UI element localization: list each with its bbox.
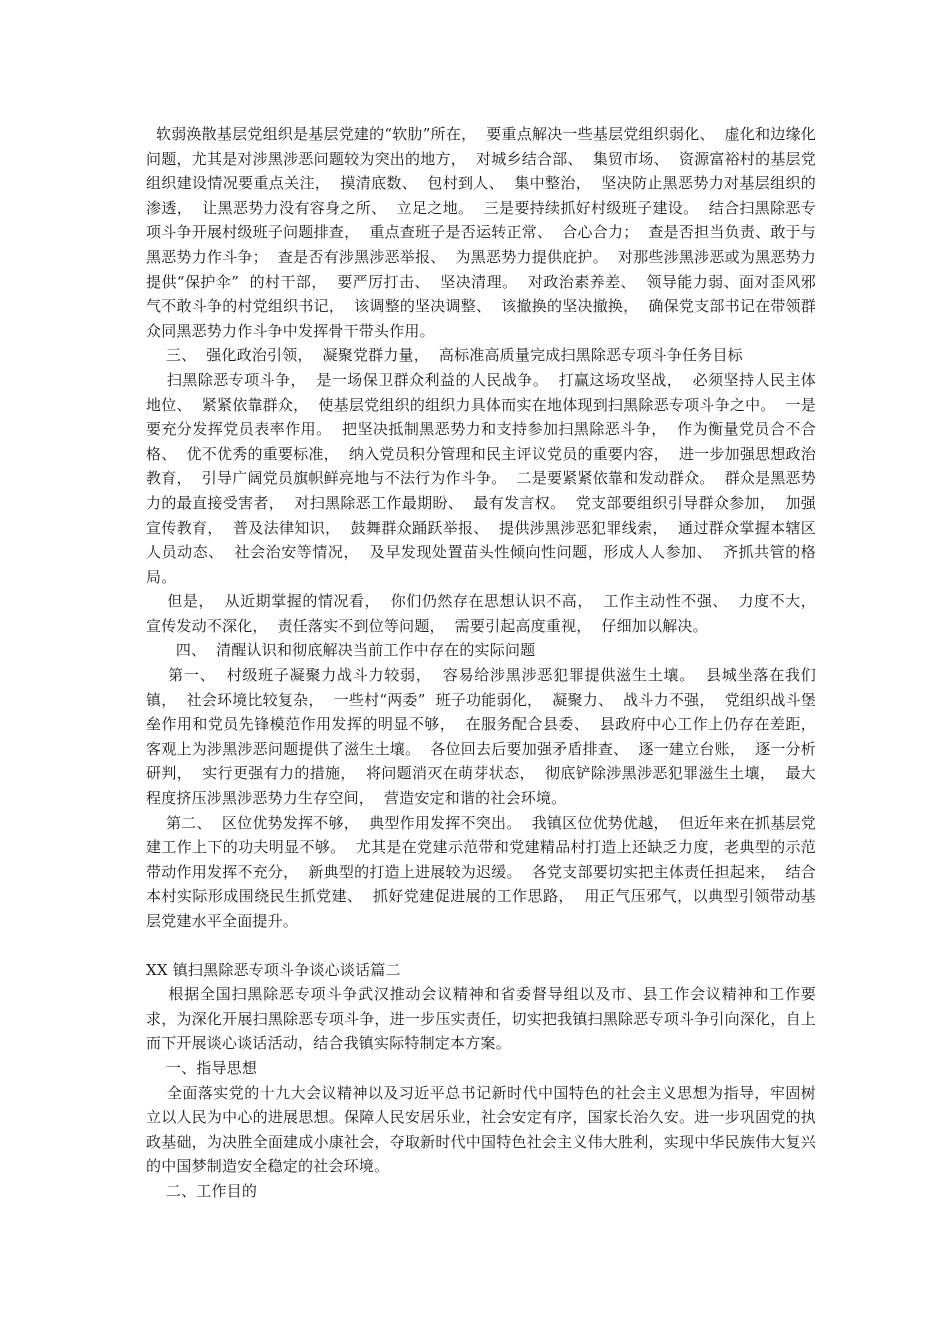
paragraph-first-point: 第一、 村级班子凝聚力战斗力较弱， 容易给涉黑涉恶犯罪提供滋生土壤。 县城坐落在我们镇， 社会环境比较复杂， 一些村“两委” 班子功能弱化， 凝聚力、 战斗力不强， 党组织战斗堡垒作用和党员先锋模范作用发挥的明显不够， 在服务配合县委、 县政府中心工作上仍存在差距， 客观上为涉黑涉恶问题提供了滋生土壤。 各位回去后要加强矛盾排查、 逐一建立台账， 逐一分析研判， 实行更强有力的措施， 将问题消灭在萌芽状态， 彻底铲除涉黑涉恶犯罪滋生土壤， 最大程度挤压涉黑涉恶势力生存空间， 营造安定和谐的社会环境。 [146,666,826,808]
paragraph-people-war: 扫黑除恶专项斗争， 是一场保卫群众利益的人民战争。 打赢这场攻坚战， 必须坚持人民主体地位、 紧紧依靠群众， 使基层党组织的组织力具体而实在地体现到扫黑除恶专项斗争之中。 一是要充分发挥党员表率作用。 把坚决抵制黑恶势力和支持参加扫黑除恶斗争， 作为衡量党员合不合格、 优不优秀的重要标准， 纳入党员积分管理和民主评议党员的重要内容， 进一步加强思想政治教育， 引导广阔党员旗帜鲜亮地与不法行为作斗争。 二是要紧紧依靠和发动群众。 群众是黑恶势力的最直接受害者， 对扫黑除恶工作最期盼、 最有发言权。 党支部要组织引导群众参加， 加强宣传教育， 普及法律知识， 鼓舞群众踊跃举报、 提供涉黑涉恶犯罪线索， 通过群众掌握本辖区人员动态、 社会治安等情况， 及早发现处置苗头性倾向性问题，形成人人参加、 齐抓共管的格局。 [146,370,817,586]
heading-guiding-thought: 一、指导思想 [146,1058,258,1077]
part-one [146,122,826,934]
heading-section-four: 四、 清醒认识和彻底解决当前工作中存在的实际问题 [146,641,536,660]
paragraph-problems: 但是， 从近期掌握的情况看， 你们仍然存在思想认识不高， 工作主动性不强、 力度不大， 宣传发动不深化， 责任落实不到位等问题， 需要引起高度重视， 仔细加以解决。 [146,592,826,635]
heading-section-three: 三、 强化政治引领， 凝聚党群力量， 高标准高质量完成扫黑除恶专项斗争任务目标 [146,346,743,365]
paragraph-basis: 根据全国扫黑除恶专项斗争武汉推动会议精神和省委督导组以及市、县工作会议精神和工作要求，为深化开展扫黑除恶专项斗争，进一步压实责任，切实把我镇扫黑除恶专项斗争引向深化，自上而下开展谈心谈话活动，结合我镇实际特制定本方案。 [146,985,816,1053]
part-two-title: XX 镇扫黑除恶专项斗争谈心谈话篇二 [146,960,401,979]
document-page [146,122,826,1204]
section-gap [146,934,816,958]
paragraph-guiding-thought: 全面落实党的十九大会议精神以及习近平总书记新时代中国特色的社会主义思想为指导，牢固树立以人民为中心的进展思想。保障人民安居乐业，社会安定有序，国家长治久安。进一步巩固党的执政基础，为决胜全面建成小康社会，夺取新时代中国特色社会主义伟大胜利，实现中华民族伟大复兴的中国梦制造安全稳定的社会环境。 [146,1083,817,1176]
part-two [146,958,816,1204]
heading-work-purpose: 二、工作目的 [146,1181,258,1200]
paragraph-grassroots-weak: 软弱涣散基层党组织是基层党建的“软肋”所在， 要重点解决一些基层党组织弱化、 虚化和边缘化问题，尤其是对涉黑涉恶问题较为突出的地方， 对城乡结合部、 集贸市场、 资源富裕村的基层党组织建设情况要重点关注， 摸清底数、 包村到人、 集中整治， 坚决防止黑恶势力对基层组织的渗透， 让黑恶势力没有容身之所、 立足之地。 三是要持续抓好村级班子建设。 结合扫黑除恶专项斗争开展村级班子问题排查， 重点查班子是否运转正常、 合心合力； 查是否担当负责、敢于与黑恶势力作斗争； 查是否有涉黑涉恶举报、 为黑恶势力提供庇护。 对那些涉黑涉恶或为黑恶势力提供“保护伞” 的村干部， 要严厉打击、 坚决清理。 对政治素养差、 领导能力弱、面对歪风邪气不敢斗争的村党组织书记， 该调整的坚决调整、 该撤换的坚决撤换， 确保党支部书记在带领群众同黑恶势力作斗争中发挥骨干带头作用。 [146,125,816,340]
paragraph-second-point: 第二、 区位优势发挥不够， 典型作用发挥不突出。 我镇区位优势优越， 但近年来在抓基层党建工作上下的功夫明显不够。 尤其是在党建示范带和党建精品村打造上还缺乏力度，老典型的示范带动作用发挥不充分， 新典型的打造上进展较为迟缓。 各党支部要切实把主体责任担起来， 结合本村实际形成围绕民生抓党建、 抓好党建促进展的工作思路， 用正气压邪气，以典型引领带动基层党建水平全面提升。 [146,813,816,930]
